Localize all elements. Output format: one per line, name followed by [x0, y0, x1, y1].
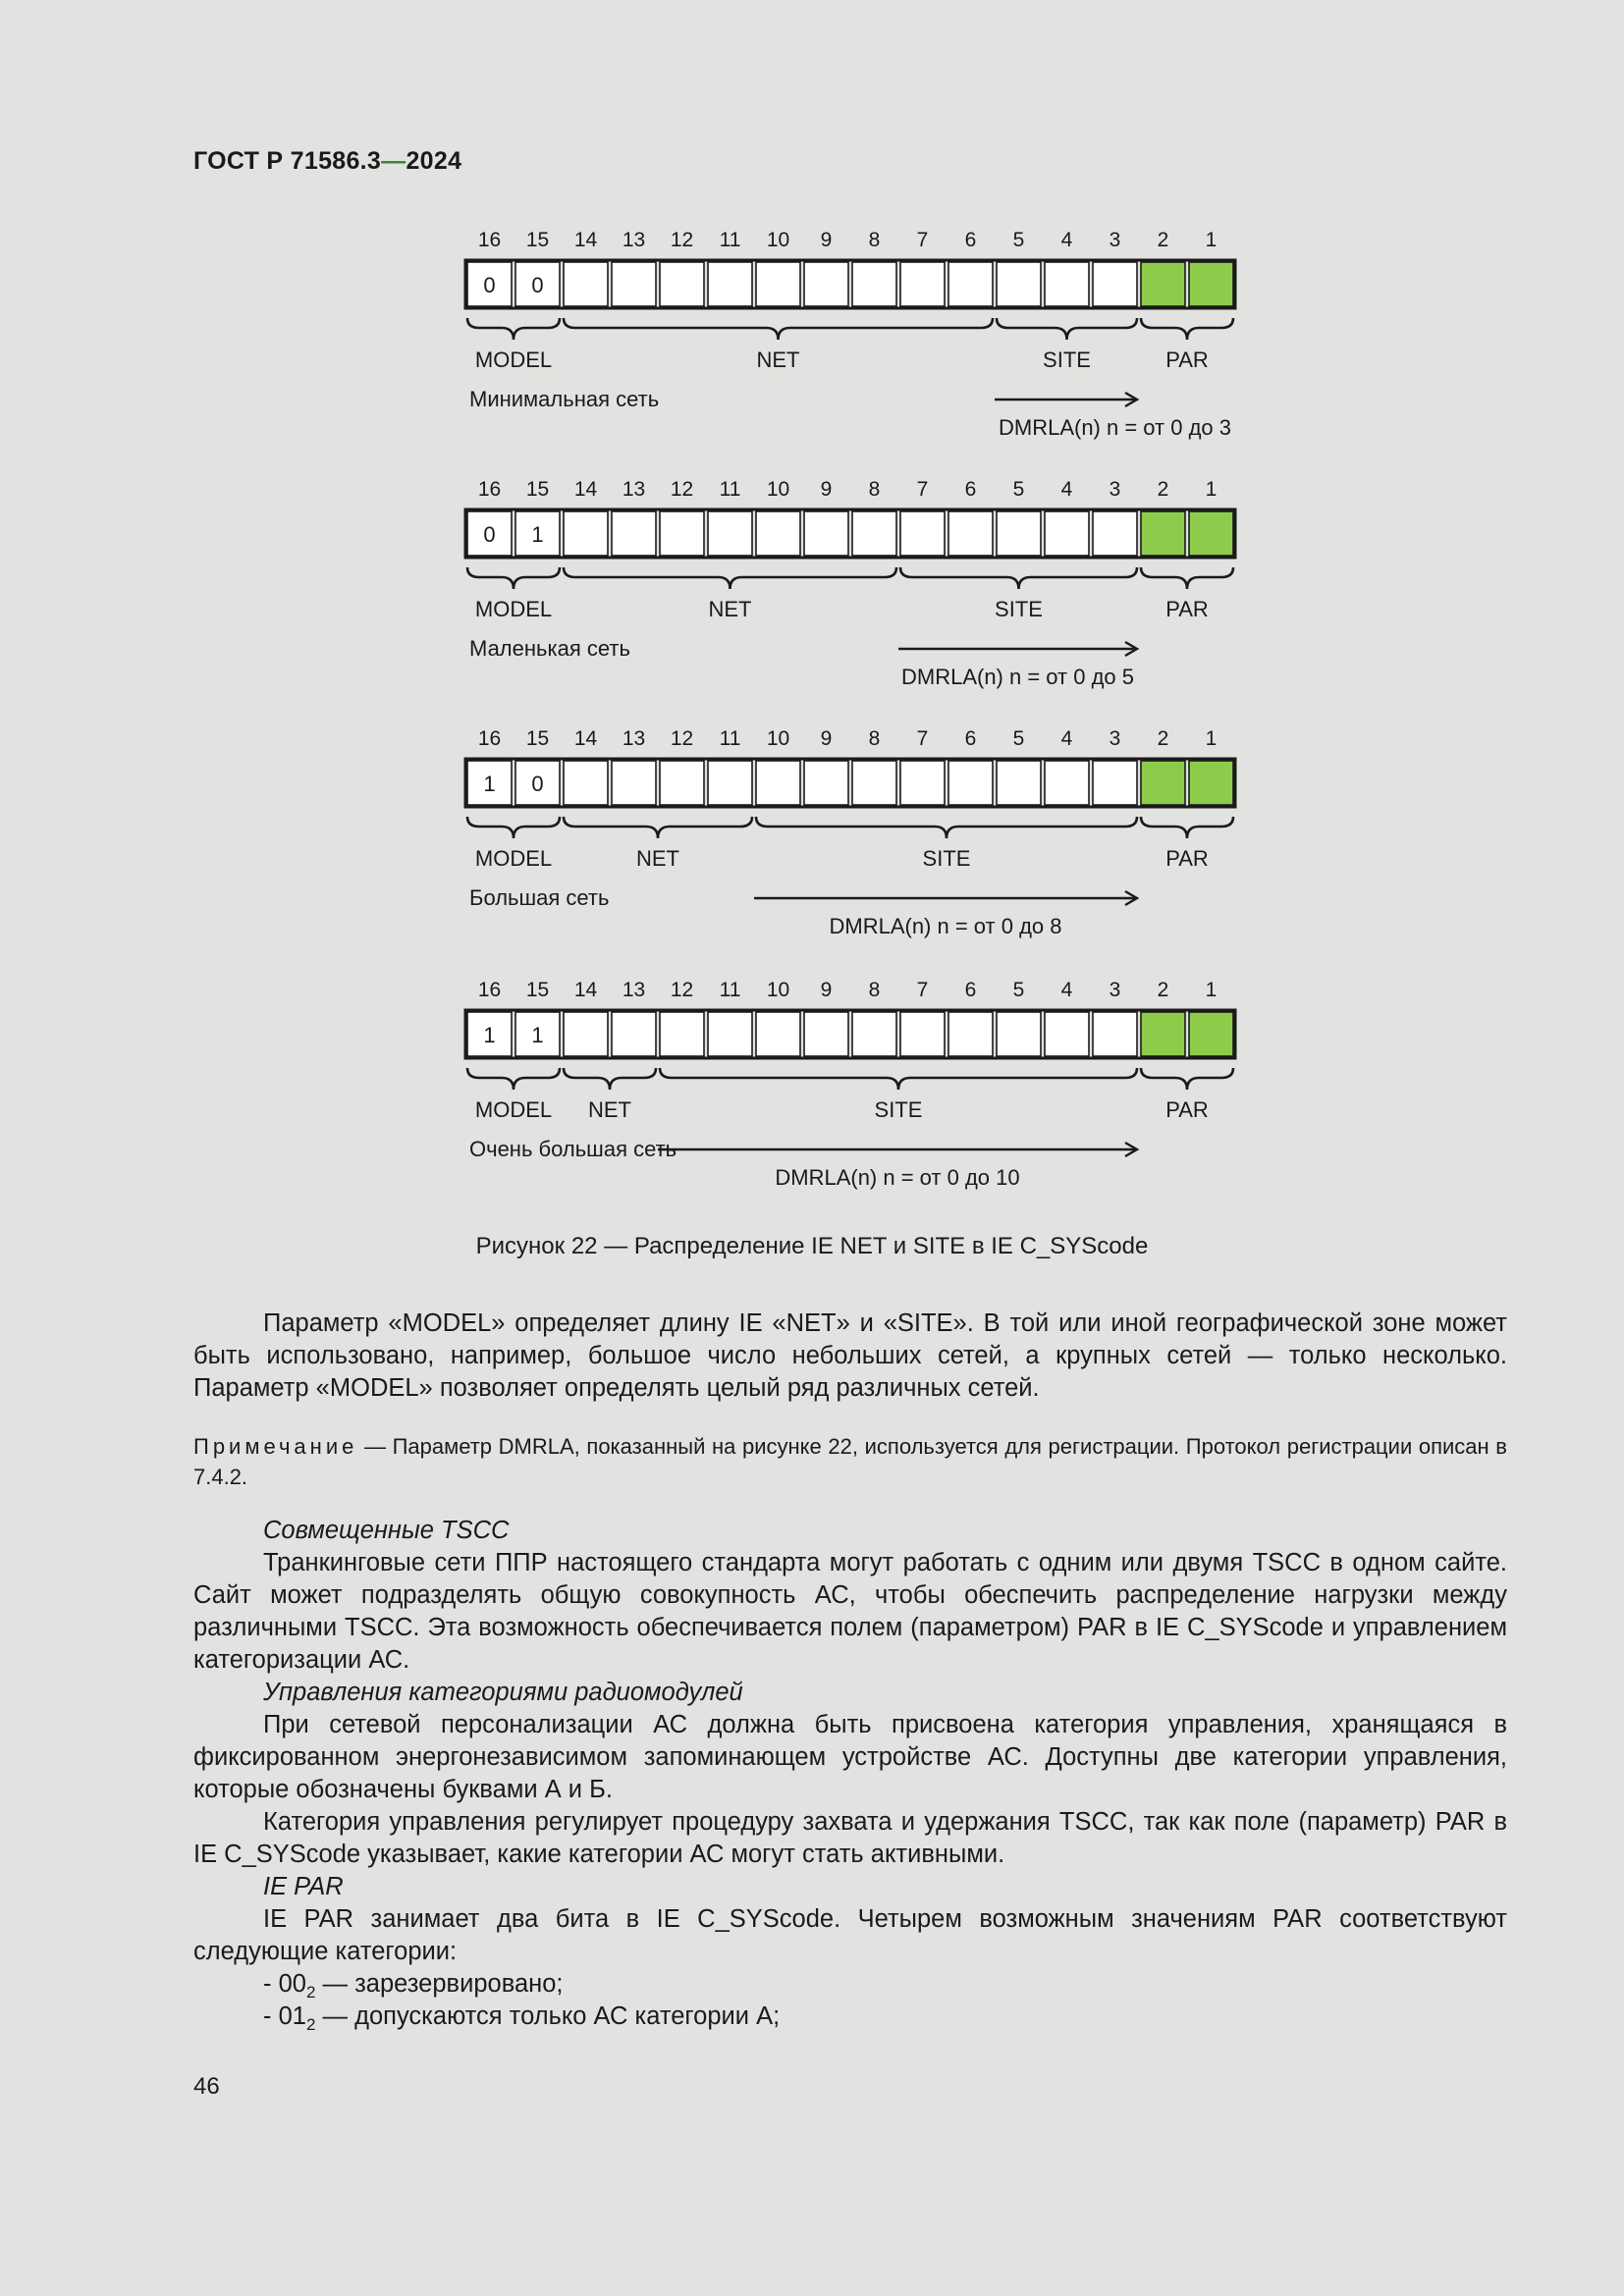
- bit-cell: [660, 262, 704, 306]
- bit-cell: [997, 511, 1041, 556]
- list-item: [193, 1968, 1507, 2001]
- bit-number: 6: [964, 478, 977, 501]
- page-number: 46: [193, 2073, 220, 2100]
- field-label: MODEL: [474, 846, 553, 871]
- bit-number: 11: [719, 229, 741, 251]
- bit-number: 12: [670, 229, 694, 251]
- bit-cell: [1045, 511, 1089, 556]
- list-item: [193, 2001, 1507, 2033]
- bit-cell: [1045, 262, 1089, 306]
- bit-number: 8: [868, 229, 881, 251]
- note-label: Примечание: [193, 1434, 358, 1459]
- bit-cell: [900, 1012, 945, 1056]
- network-size-label: Большая сеть: [469, 885, 610, 910]
- bit-number: 11: [719, 727, 741, 750]
- bit-cell: [660, 511, 704, 556]
- bit-cell: [564, 262, 608, 306]
- bit-cell: [756, 511, 800, 556]
- bit-cell: [708, 511, 752, 556]
- bit-number: 13: [622, 727, 646, 750]
- bit-number: 5: [1012, 727, 1025, 750]
- dmrla-label: DMRLA(n) n = от 0 до 5: [900, 665, 1135, 689]
- bit-number: 5: [1012, 229, 1025, 251]
- field-label: MODEL: [474, 347, 553, 372]
- bit-cell: [564, 1012, 608, 1056]
- bit-number: 7: [916, 478, 929, 501]
- bit-number: 2: [1157, 979, 1169, 1001]
- field-brace: [467, 817, 560, 838]
- bit-number: 6: [964, 979, 977, 1001]
- bit-number: 11: [719, 478, 741, 501]
- note-text: — Параметр DMRLA, показанный на рисунке 22, используется для регистрации. Протокол регистрации описан в 7.4.2.: [193, 1434, 1507, 1489]
- bit-number: 5: [1012, 478, 1025, 501]
- bit-cell: [756, 761, 800, 805]
- bit-cell: [804, 262, 848, 306]
- field-label: SITE: [995, 597, 1043, 621]
- field-label: NET: [588, 1097, 631, 1122]
- bit-number: 4: [1060, 979, 1073, 1001]
- bit-number: 7: [916, 727, 929, 750]
- header-standard: ГОСТ Р 71586.3: [193, 147, 382, 175]
- bit-number: 6: [964, 229, 977, 251]
- bit-number: 1: [1205, 478, 1218, 501]
- bit-number: 7: [916, 229, 929, 251]
- field-brace: [564, 1068, 656, 1090]
- heading-tscc: Совмещенные TSCC: [263, 1517, 510, 1544]
- bit-number: 16: [477, 979, 502, 1001]
- bit-cell: [852, 262, 896, 306]
- field-label: SITE: [1043, 347, 1091, 372]
- model-bit-value: 1: [483, 772, 496, 796]
- header-year: 2024: [406, 147, 462, 175]
- bit-cell: [1093, 511, 1137, 556]
- bit-number: 13: [622, 229, 646, 251]
- bit-number: 1: [1205, 979, 1218, 1001]
- bit-number: 10: [766, 727, 790, 750]
- paragraph-5: IE PAR занимает два бита в IE C_SYScode. Четырем возможным значениям PAR соответствуют следующие категории:: [193, 1905, 1507, 1965]
- bit-number: 10: [766, 478, 790, 501]
- model-bit-value: 0: [483, 522, 496, 547]
- list-item-text: — зарезервировано;: [315, 1970, 564, 1998]
- bit-number: 13: [622, 979, 646, 1001]
- bit-cell: [997, 1012, 1041, 1056]
- field-label: PAR: [1165, 597, 1209, 621]
- bit-cell: [804, 1012, 848, 1056]
- paragraph-3: При сетевой персонализации АС должна быть присвоена категория управления, хранящаяся в фиксированном энергонезависимом запоминающем устройстве АС. Доступны две категории управления, которые обозначены буквами А и Б.: [193, 1711, 1507, 1803]
- bit-cell: [852, 511, 896, 556]
- bit-cell: [708, 1012, 752, 1056]
- bit-cell: [852, 761, 896, 805]
- bit-cell: [900, 262, 945, 306]
- list-item-prefix: - 01: [263, 2002, 306, 2030]
- figure-caption: Рисунок 22 — Распределение IE NET и SITE в IE C_SYScode: [475, 1233, 1149, 1259]
- field-brace: [564, 318, 993, 340]
- bit-cell: [804, 511, 848, 556]
- network-size-label: Очень большая сеть: [469, 1137, 677, 1161]
- field-brace: [467, 318, 560, 340]
- bit-number: 1: [1205, 727, 1218, 750]
- paragraph-4: Категория управления регулирует процедуру захвата и удержания TSCC, так как поле (параметр) PAR в IE C_SYScode указывает, какие категории АС могут стать активными.: [193, 1808, 1507, 1868]
- field-brace: [467, 567, 560, 589]
- bit-cell: [948, 511, 993, 556]
- bit-number: 7: [916, 979, 929, 1001]
- par-bit-cell: [1189, 761, 1233, 805]
- bit-number: 8: [868, 727, 881, 750]
- bit-cell: [660, 1012, 704, 1056]
- bit-number: 12: [670, 727, 694, 750]
- bit-number: 14: [573, 478, 598, 501]
- heading-categories: Управления категориями радиомодулей: [263, 1679, 743, 1706]
- bit-cell: [1093, 761, 1137, 805]
- field-brace: [1141, 1068, 1233, 1090]
- model-bit-value: 0: [531, 273, 544, 297]
- bit-number: 9: [820, 229, 833, 251]
- bit-number: 16: [477, 478, 502, 501]
- bit-number: 14: [573, 727, 598, 750]
- bit-number: 6: [964, 727, 977, 750]
- bit-cell: [997, 761, 1041, 805]
- bit-number: 3: [1109, 979, 1121, 1001]
- bit-number: 14: [573, 229, 598, 251]
- list-item-sub: 2: [305, 1983, 316, 2002]
- bit-cell: [948, 1012, 993, 1056]
- heading-ie-par: IE PAR: [263, 1873, 344, 1900]
- par-bit-cell: [1141, 1012, 1185, 1056]
- bit-cell: [948, 262, 993, 306]
- bit-number: 3: [1109, 478, 1121, 501]
- par-values-list: [193, 1968, 1507, 2033]
- bit-cell: [1045, 761, 1089, 805]
- bit-number: 11: [719, 979, 741, 1001]
- dmrla-label: DMRLA(n) n = от 0 до 3: [998, 415, 1232, 440]
- bit-cell: [564, 761, 608, 805]
- note: [193, 1431, 1507, 1492]
- paragraph-2: Транкинговые сети ППР настоящего стандарта могут работать с одним или двумя TSCC в одном сайте. Сайт может подразделять общую совокупность АС, чтобы обеспечить распределение нагрузки между различными TSCC. Эта возможность обеспечивается полем (параметром) PAR в IE C_SYScode и управлением категоризации АС.: [193, 1549, 1507, 1674]
- field-label: PAR: [1165, 846, 1209, 871]
- par-bit-cell: [1141, 262, 1185, 306]
- model-bit-value: 1: [531, 1023, 544, 1047]
- bit-cell: [852, 1012, 896, 1056]
- bit-number: 14: [573, 979, 598, 1001]
- par-bit-cell: [1189, 262, 1233, 306]
- par-bit-cell: [1141, 761, 1185, 805]
- bit-cell: [708, 761, 752, 805]
- bit-cell: [660, 761, 704, 805]
- field-label: NET: [636, 846, 679, 871]
- bit-number: 12: [670, 979, 694, 1001]
- bit-number: 15: [525, 478, 550, 501]
- bit-number: 13: [622, 478, 646, 501]
- bit-cell: [756, 262, 800, 306]
- bit-number: 2: [1157, 478, 1169, 501]
- bit-cell: [900, 761, 945, 805]
- network-size-label: Минимальная сеть: [469, 387, 660, 411]
- bit-number: 10: [766, 229, 790, 251]
- bit-cell: [612, 511, 656, 556]
- field-label: MODEL: [474, 597, 553, 621]
- field-brace: [900, 567, 1137, 589]
- list-item-sub: 2: [305, 2015, 316, 2034]
- model-bit-value: 0: [531, 772, 544, 796]
- model-bit-value: 1: [531, 522, 544, 547]
- bit-number: 8: [868, 478, 881, 501]
- bit-number: 10: [766, 979, 790, 1001]
- bit-number: 9: [820, 478, 833, 501]
- field-brace: [660, 1068, 1137, 1090]
- bit-number: 2: [1157, 727, 1169, 750]
- field-label: SITE: [922, 846, 971, 871]
- bit-number: 8: [868, 979, 881, 1001]
- bit-number: 12: [670, 478, 694, 501]
- list-item-text: — допускаются только АС категории А;: [315, 2002, 781, 2030]
- main-text: [193, 1515, 1507, 2033]
- bit-number: 16: [477, 727, 502, 750]
- field-brace: [997, 318, 1137, 340]
- field-label: MODEL: [474, 1097, 553, 1122]
- model-bit-value: 0: [483, 273, 496, 297]
- field-label: NET: [756, 347, 800, 372]
- bit-number: 15: [525, 727, 550, 750]
- par-bit-cell: [1189, 1012, 1233, 1056]
- bit-cell: [612, 1012, 656, 1056]
- bit-number: 15: [525, 979, 550, 1001]
- bit-number: 16: [477, 229, 502, 251]
- field-brace: [1141, 817, 1233, 838]
- bit-number: 15: [525, 229, 550, 251]
- bit-cell: [804, 761, 848, 805]
- bit-cell: [564, 511, 608, 556]
- field-brace: [564, 817, 752, 838]
- bit-cell: [708, 262, 752, 306]
- field-brace: [756, 817, 1137, 838]
- bit-cell: [756, 1012, 800, 1056]
- field-brace: [564, 567, 896, 589]
- bit-number: 9: [820, 727, 833, 750]
- bit-number: 3: [1109, 229, 1121, 251]
- dmrla-label: DMRLA(n) n = от 0 до 10: [775, 1165, 1020, 1190]
- paragraph-1: Параметр «MODEL» определяет длину IE «NET» и «SITE». В той или иной географической зоне может быть использовано, например, большое число небольших сетей, а крупных сетей — только несколько. Параметр «MODEL» позволяет определять целый ряд различных сетей.: [193, 1309, 1507, 1402]
- bit-number: 9: [820, 979, 833, 1001]
- par-bit-cell: [1189, 511, 1233, 556]
- bit-number: 2: [1157, 229, 1169, 251]
- field-label: PAR: [1165, 1097, 1209, 1122]
- bit-cell: [997, 262, 1041, 306]
- paragraph-model: [193, 1308, 1507, 1405]
- field-brace: [1141, 567, 1233, 589]
- header-dash: —: [381, 147, 406, 175]
- bit-cell: [1093, 1012, 1137, 1056]
- bit-cell: [1093, 262, 1137, 306]
- field-label: SITE: [874, 1097, 923, 1122]
- bit-number: 5: [1012, 979, 1025, 1001]
- bit-number: 3: [1109, 727, 1121, 750]
- bit-cell: [1045, 1012, 1089, 1056]
- bit-number: 4: [1060, 478, 1073, 501]
- model-bit-value: 1: [483, 1023, 496, 1047]
- field-label: NET: [708, 597, 752, 621]
- bit-cell: [900, 511, 945, 556]
- dmrla-label: DMRLA(n) n = от 0 до 8: [829, 914, 1062, 938]
- field-brace: [467, 1068, 560, 1090]
- list-item-prefix: - 00: [263, 1970, 306, 1998]
- bit-number: 4: [1060, 229, 1073, 251]
- bit-cell: [948, 761, 993, 805]
- bit-number: 4: [1060, 727, 1073, 750]
- field-brace: [1141, 318, 1233, 340]
- bit-cell: [612, 262, 656, 306]
- bit-number: 1: [1205, 229, 1218, 251]
- field-label: PAR: [1165, 347, 1209, 372]
- bit-cell: [612, 761, 656, 805]
- par-bit-cell: [1141, 511, 1185, 556]
- network-size-label: Маленькая сеть: [469, 636, 630, 661]
